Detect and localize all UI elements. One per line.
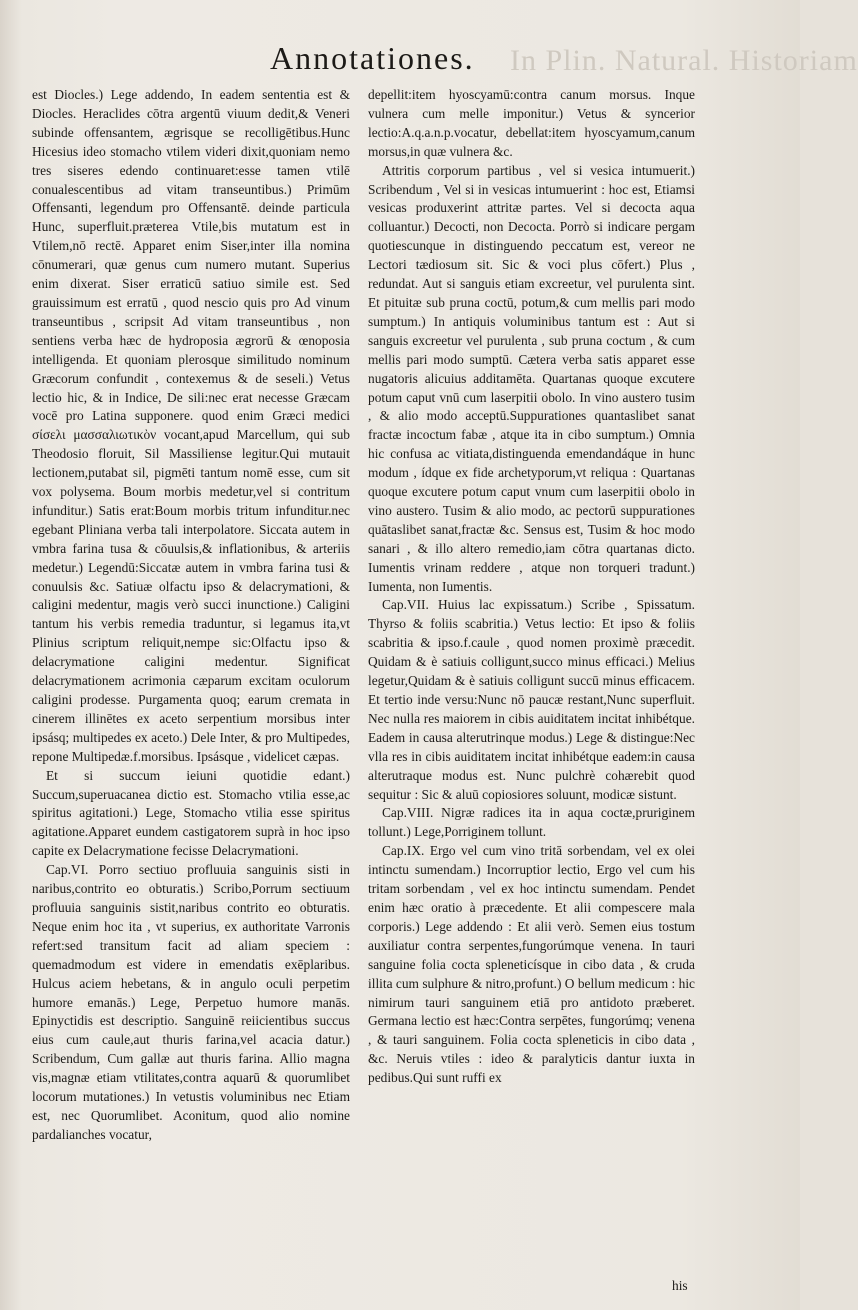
paragraph: depellit:item hyoscyamū:contra canum morsus. Inque vulnera cum melle imponitur.) Vetus & syncerior lectio:A.q.a.n.p.vocatur, debellat:item hyoscyamum,canum morsus,in quæ vulnera &c. <box>368 87 695 159</box>
paragraph: est Diocles.) Lege addendo, In eadem sententia est & Diocles. Heraclides cōtra argentū viuum dedit,& Veneri subinde offensantem, ægrisque se recolligētibus.Hunc Hicesius ideo stomacho vtilem videri dixit,quoniam nemo tres siseres edendo continuaret:esse tamen vtilē conualescentibus ad vitam transeuntibus.) Primūm Offensanti, legendum pro Offensantē. deinde particula Hunc, superfluit.præterea Vtile,bis mutatum est in Vtilem,nō rectē. Apparet enim Siser,inter illa nomina cōnumerari, quæ genus cum numero mutant. Superius enim dixerat. Siser erraticū satiuo simile est. Sed grauissimum est erratū , quod nescio quis pro Ad vinum transeuntibus , scripsit Ad vitam transeuntibus , non sentiens verba hæc de hydroposia ægrorū & œnoposia intelligenda. Et quoniam plerosque similitudo nominum Græcorum confundit , contexemus & de seseli.) Vetus lectio hic, & in Indice, De sili:nec erat necesse Græcam vocē pro Latina supponere. quod enim Græci medici σίσελι μασσαλιωτικὸν vocant,apud Marcellum, qui sub Theodosio floruit, Sil Massiliense legitur.Qui mutauit lectionem,putabat sil, pigmēti tantum nomē esse, cum sit vox polysema. Boum morbis medetur,vel si contritum infunditur.) Satis erat:Boum morbis tritum infunditur.nec egebant Pliniana verba tali interpolatore. Siccata autem in vmbra farina tusa & cōuulsis,& inflationibus, & arteriis medetur.) Legendū:Siccatæ autem in vmbra farina tusi & conuulsis &c. Satiuæ olfactu ipso & delacrymationi, & caligini medentur, magis verò succi inunctione.) Caligini tantum his verbis remedia traduntur, si legamus ita,vt Plinius scriptum reliquit,nempe sic:Olfactu ipso & delacrymatione caligini medentur. Significat delacrymationem acrimonia cæparum excitam oculorum caligini prodesse. Purgamenta quoq; earum cremata in cinerem illinētes ex aceto serpentium morsibus inter ipsásq; multipedes ex aceto.) Dele Inter, & pro Multipedes, repone Multipedæ.f.morsibus. Ipsásque , videlicet cæpas. <box>32 87 350 764</box>
bleed-through-text: In Plin. Natural. Historiam <box>510 44 858 77</box>
left-column <box>32 86 350 1145</box>
right-column <box>368 86 695 1088</box>
paragraph: Cap.VIII. Nigræ radices ita in aqua coctæ,pruriginem tollunt.) Lege,Porriginem tollunt. <box>368 805 695 840</box>
paragraph: Cap.IX. Ergo vel cum vino tritā sorbendam, vel ex olei intinctu sumendam.) Incorruptior lectio, Ergo vel cum his tritam sorbendam , vel ex hoc intinctu sumendam. Pendet enim hæc oratio à præcedente. Et alii compescere mala corporis.) Lege addendo : Et alii verò. Semen eius tostum auxiliatur contra serpentes,fungorúmque venena. In tauri sanguine folia cocta spleneticísque in cibo data , & cruda illita cum sulphure & nitro,profunt.) O bellum medicum : hic nimirum tauri sanguinem etiā pro antidoto præberet. Germana lectio est hæc:Contra serpētes, fungorúmq; venena , & tauri sanguinem. Folia cocta spleneticis in cibo data , &c. Neruis vtiles : ideo & paralyticis dantur iuxta in pedibus.Qui sunt ruffi ex <box>368 843 695 1086</box>
paragraph: Cap.VI. Porro sectiuo profluuia sanguinis sisti in naribus,contrito eo obturatis.) Scribo,Porrum sectiuum profluuia sanguinis sistit,naribus contrito eo obturatis. Neque enim hoc ita , vt superius, ex authoritate Varronis refert:sed transitum facit ad aliam speciem : quemadmodum est videre in emendatis exēplaribus. Hulcus aciem hebetans, & in angulo oculi perpetim humore emanās.) Lege, Perpetuo humore manās. Epinyctidis est descriptio. Sanguinē reiicientibus succus eius cum caule,aut thuris farina,vel acacia datur.) Scribendum, Cum gallæ aut thuris farina. Allio magna vis,magnæ etiam vtilitates,contra aquarū & quorumlibet locorum mutationes.) In vetustis voluminibus nec Etiam est, nec Quorumlibet. Aconitum, quod alio nomine pardalianches vocatur, <box>32 862 350 1142</box>
paragraph: Attritis corporum partibus , vel si vesica intumuerit.) Scribendum , Vel si in vesicas intumuerint : hoc est, Etiamsi vesicas produxerint attritæ partes. Vel si decocta aqua colluantur.) Decocti, non Decocta. Porrò si indicare pergam quotiescunque in distinguendo peccatum est, vereor ne Lectori tædiosum sit. Sic & voci plus cōfert.) Plus , redundat. Aut si sanguis etiam excreetur, vel purulenta sint. Et pituitæ sub pruna coctū, potum,& cum mellis pari modo sumptum.) In antiquis voluminibus tantum est : Aut si sanguis excreetur vel purulenta , sub pruna coctum , & cum mellis pari modo sumptū. Cætera verba satis apparet esse nugatoris alicuius additamēta. Quartanas quoque excutere potum caput vnū cum laserpitii obolo. In vino austero tusim , & alio modo acceptū.Suppurationes quantaslibet sanat fractæ incoctum fabæ , atque ita in cibo sumptum.) Omnia hic confusa ac vitiata,distinguenda emendandáque in hunc modum , ídque ex fide archetyporum,vt reliqua : Quartanas quoque excutere potum caput vnum cum laserpitii obolo in vino austero. Tusim & alio modo, ac pectorū suppurationes quātaslibet sanat,fractæ &c. Sensus est, Tusim & hoc modo sanari , & illo altero remedio,iam cōtra quartanas dicto. Iumentis vrinam reddere , atque non torqueri tradunt.) Iumenta, non Iumentis. <box>368 162 695 594</box>
running-header <box>0 40 858 84</box>
paragraph: Et si succum ieiuni quotidie edant.) Succum,superuacanea dictio est. Stomacho vtilia esse,ac spiritus agitationi.) Lege, Stomacho vtilia esse spiritus agitatione.Apparet eundem castigatorem suprà in hoc ipso capite ex Delacrymatione fecisse Delacrymationi. <box>32 767 350 859</box>
page-title: Annotationes. <box>270 40 475 76</box>
catchword: his <box>672 1278 688 1293</box>
paragraph: Cap.VII. Huius lac expissatum.) Scribe , Spissatum. Thyrso & foliis scabritia.) Vetus lectio: Et ipso & foliis scabritia & ipso.f.caule , quod nomen proximè præcedit. Quidam & è satiuis colligunt,succo minus efficaci.) Melius legetur,Quidam & è satiuis colligunt succū minus efficacem. Et tertio inde versu:Nunc nō paucæ restant,Nunc superfluit. Nec nulla res maiorem in cibis auiditatem incitat inhibétque. Eadem in causa alterutrinque modus.) Lege & distingue:Nec vlla res in cibis auiditatem incitat inhibétque eadem:in causa alterutraque modus est. Nunc pulchrè cohærebit quod sequitur : Sic & aluū copiosiores soluunt, modicæ sistunt. <box>368 597 695 802</box>
